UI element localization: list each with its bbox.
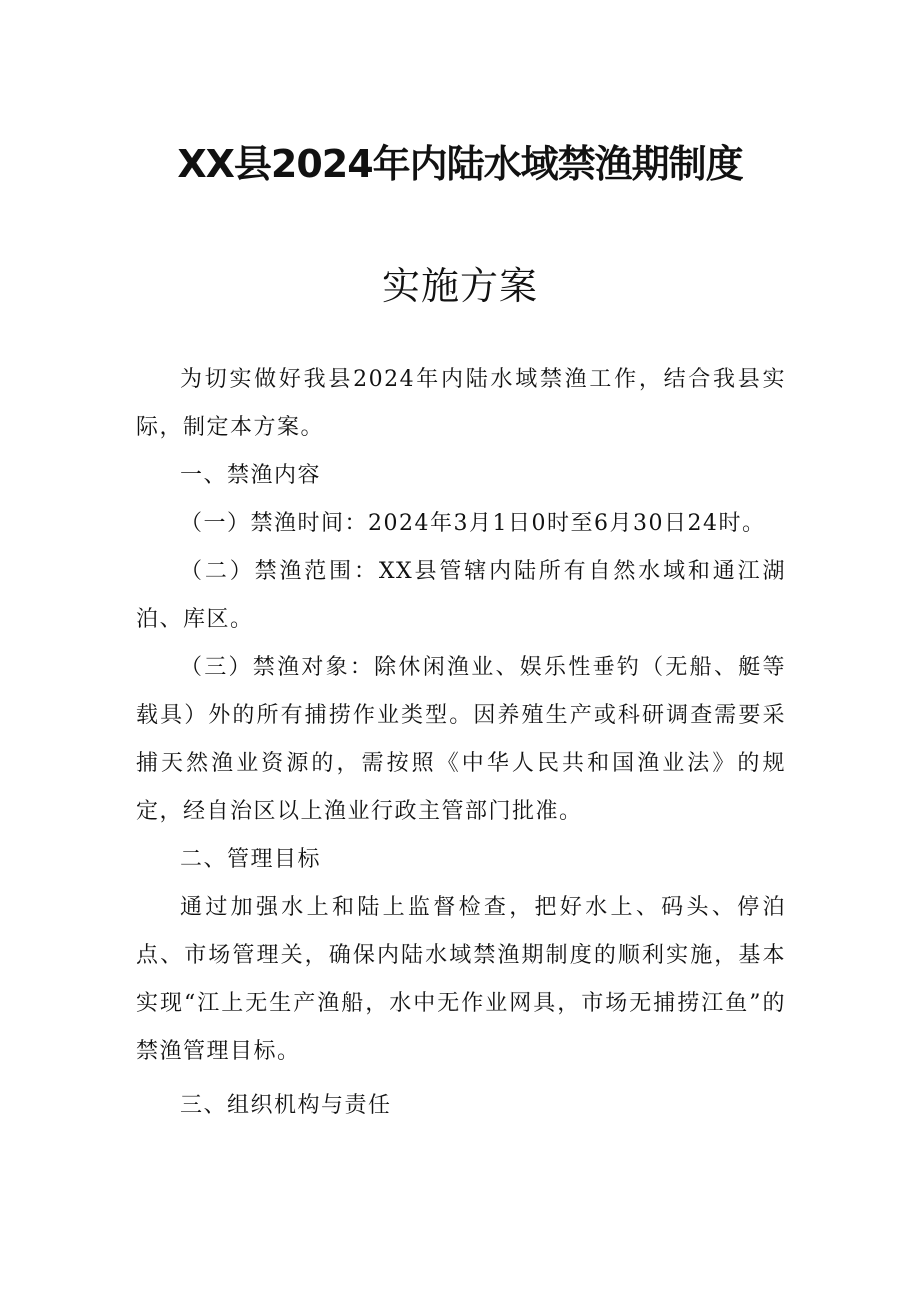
goal-paragraph: 通过加强水上和陆上监督检查，把好水上、码头、停泊点、市场管理关，确保内陆水域禁渔期制度的顺利实施，基本实现“江上无生产渔船，水中无作业网具，市场无捕捞江鱼”的禁渔管理目标。 — [136, 895, 786, 1064]
subsection-paragraph-3: （三）禁渔对象：除休闲渔业、娱乐性垂钓（无船、艇等载具）外的所有捕捞作业类型。因养殖生产或科研调查需要采捕天然渔业资源的，需按照《中华人民共和国渔业法》的规定，经自治区以上渔业行政主管部门批准。 — [136, 655, 786, 824]
section-heading-1: 一、禁渔内容 — [180, 463, 322, 488]
intro-paragraph: 为切实做好我县2024年内陆水域禁渔工作，结合我县实际，制定本方案。 — [136, 367, 786, 440]
document-title-line-1: XX县2024年内陆水域禁渔期制度 — [177, 142, 743, 186]
section-heading-3: 三、组织机构与责任 — [180, 1093, 392, 1118]
section-heading-2: 二、管理目标 — [180, 847, 322, 872]
subsection-paragraph-2: （二）禁渔范围：XX县管辖内陆所有自然水域和通江湖泊、库区。 — [136, 559, 786, 632]
document-title-line-2: 实施方案 — [381, 264, 538, 308]
document-body — [136, 356, 786, 1130]
subsection-paragraph-1: （一）禁渔时间：2024年3月1日0时至6月30日24时。 — [180, 511, 766, 536]
